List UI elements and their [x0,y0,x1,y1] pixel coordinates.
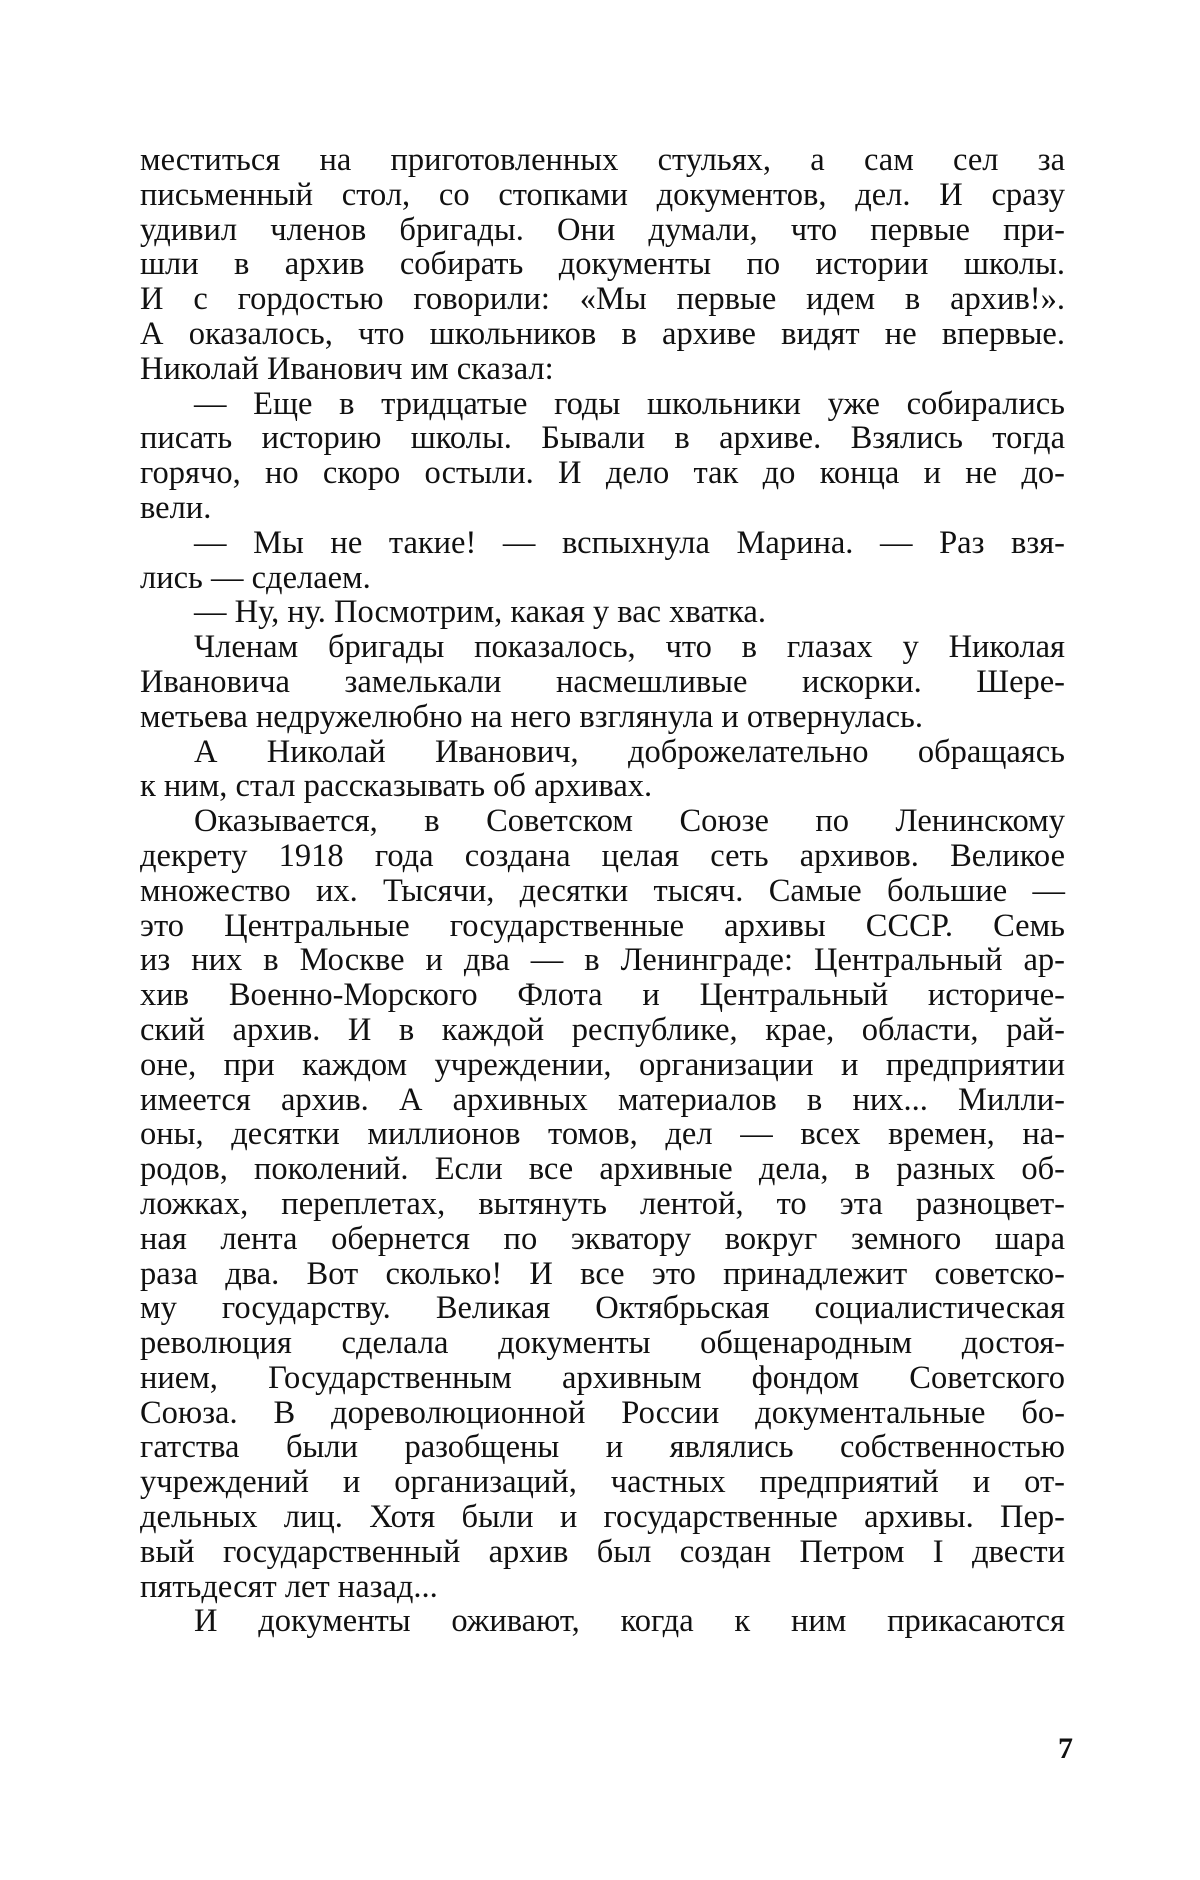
text-line: революция сделала документы общенародным достоя- [140,1325,1065,1362]
text-line: Союза. В дореволюционной России документальные бо- [140,1394,1065,1431]
text-line: И документы оживают, когда к ним прикасаются [194,1603,1065,1640]
text-line: из них в Москве и два — в Ленинграде: Центральный ар- [140,942,1065,979]
text-line: имеется архив. А архивных материалов в них... Милли- [140,1081,1065,1118]
text-line: раза два. Вот сколько! И все это принадлежит советско- [140,1255,1065,1292]
text-line: И с гордостью говорили: «Мы первые идем в архив!». [140,281,1065,318]
text-line: горячо, но скоро остыли. И дело так до конца и не до- [140,455,1065,492]
text-line: учреждений и организаций, частных предприятий и от- [140,1464,1065,1501]
text-line: меститься на приготовленных стульях, а сам сел за [140,142,1065,178]
text-line: Ивановича замелькали насмешливые искорки. Шере- [140,663,1065,700]
text-line: А оказалось, что школьников в архиве видят не впервые. [140,315,1065,352]
text-line: шли в архив собирать документы по истории школы. [140,246,1065,283]
text-line: оне, при каждом учреждении, организации и предприятии [140,1046,1065,1083]
text-line: — Еще в тридцатые годы школьники уже собирались [194,385,1065,422]
text-line: ский архив. И в каждой республике, крае, области, рай- [140,1011,1065,1048]
text-line: Николай Иванович им сказал: [140,350,554,387]
text-line: дельных лиц. Хотя были и государственные архивы. Пер- [140,1499,1065,1536]
text-line: А Николай Иванович, доброжелательно обращаясь [194,733,1065,770]
text-line: ная лента обернется по экватору вокруг земного шара [140,1220,1065,1257]
text-line: письменный стол, со стопками документов, дел. И сразу [140,176,1065,213]
text-line: ложках, переплетах, вытянуть лентой, то эта разноцвет- [140,1185,1065,1222]
text-line: — Ну, ну. Посмотрим, какая у вас хватка. [194,594,766,631]
text-line: гатства были разобщены и являлись собственностью [140,1429,1065,1466]
text-line: му государству. Великая Октябрьская социалистическая [140,1290,1065,1327]
text-line: удивил членов бригады. Они думали, что первые при- [140,211,1065,248]
text-line: вый государственный архив был создан Петром I двести [140,1533,1065,1570]
text-line: нием, Государственным архивным фондом Советского [140,1359,1065,1396]
text-line: родов, поколений. Если все архивные дела, в разных об- [140,1151,1065,1188]
text-line: вели. [140,489,212,526]
text-line: писать историю школы. Бывали в архиве. Взялись тогда [140,420,1065,457]
text-line: оны, десятки миллионов томов, дел — всех времен, на- [140,1116,1065,1153]
text-line: пятьдесят лет назад... [140,1568,438,1605]
text-line: метьева недружелюбно на него взглянула и отвернулась. [140,698,923,735]
text-line: — Мы не такие! — вспыхнула Марина. — Раз взя- [194,524,1065,561]
text-line: к ним, стал рассказывать об архивах. [140,768,653,805]
text-line: Членам бригады показалось, что в глазах у Николая [194,629,1065,666]
text-line: это Центральные государственные архивы СССР. Семь [140,907,1065,944]
body-text [140,143,1065,1639]
page-number: 7 [1058,1732,1073,1765]
text-line: лись — сделаем. [140,559,371,596]
text-line: декрету 1918 года создана целая сеть архивов. Великое [140,837,1065,874]
text-line: Оказывается, в Советском Союзе по Ленинскому [194,803,1065,840]
text-line: хив Военно-Морского Флота и Центральный историче- [140,977,1065,1014]
text-line: множество их. Тысячи, десятки тысяч. Самые большие — [140,872,1065,909]
